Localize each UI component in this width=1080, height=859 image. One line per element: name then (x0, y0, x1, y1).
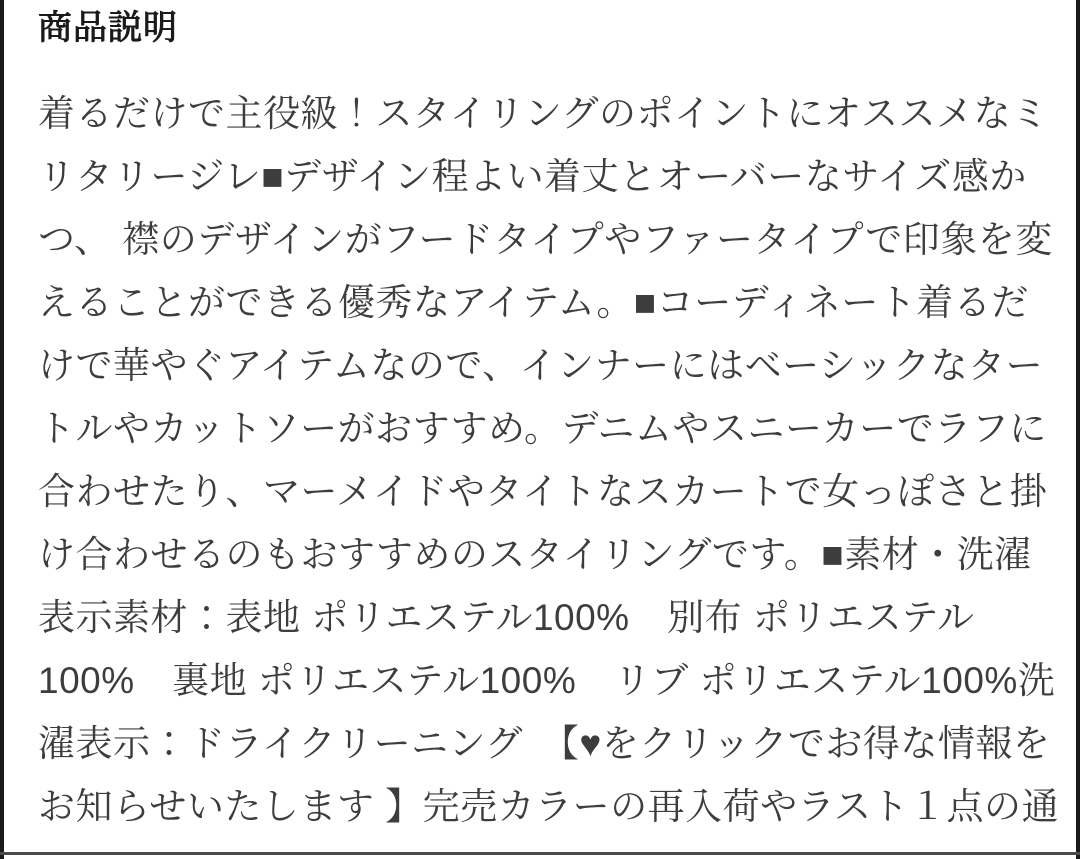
description-text-line: つ、 襟のデザインがフードタイプやファータイプで印象を変 (38, 219, 1053, 260)
description-text-line: 着るだけで主役級！スタイリングのポイントにオススメなミ (38, 93, 1049, 134)
description-text-line: えることができる優秀なアイテム。■コーディネート着るだ (38, 282, 1029, 323)
description-text-line: お知らせいたします 】完売カラーの再入荷やラスト１点の通 (38, 786, 1060, 827)
description-text-line: けで華やぐアイテムなので、インナーにはベーシックなター (38, 345, 1044, 386)
description-text-line: 濯表示：ドライクリーニング 【♥をクリックでお得な情報を (38, 723, 1051, 764)
description-text-block (38, 82, 1060, 838)
description-text-line: リタリージレ■デザイン程よい着丈とオーバーなサイズ感か (38, 156, 1027, 197)
left-edge-border (0, 0, 4, 859)
description-text-line: 合わせたり、マーメイドやタイトなスカートで女っぽさと掛 (38, 471, 1048, 512)
section-divider (0, 852, 1080, 855)
right-edge-border (1076, 0, 1080, 859)
description-text-line: トルやカットソーがおすすめ。デニムやスニーカーでラフに (38, 408, 1047, 449)
description-text-line: け合わせるのもおすすめのスタイリングです。■素材・洗濯 (38, 534, 1032, 575)
description-text-line: 100% 裏地 ポリエステル100% リブ ポリエステル100%洗 (38, 660, 1056, 701)
description-text-line: 表示素材：表地 ポリエステル100% 別布 ポリエステル (38, 597, 975, 638)
section-title: 商品説明 (38, 9, 178, 47)
